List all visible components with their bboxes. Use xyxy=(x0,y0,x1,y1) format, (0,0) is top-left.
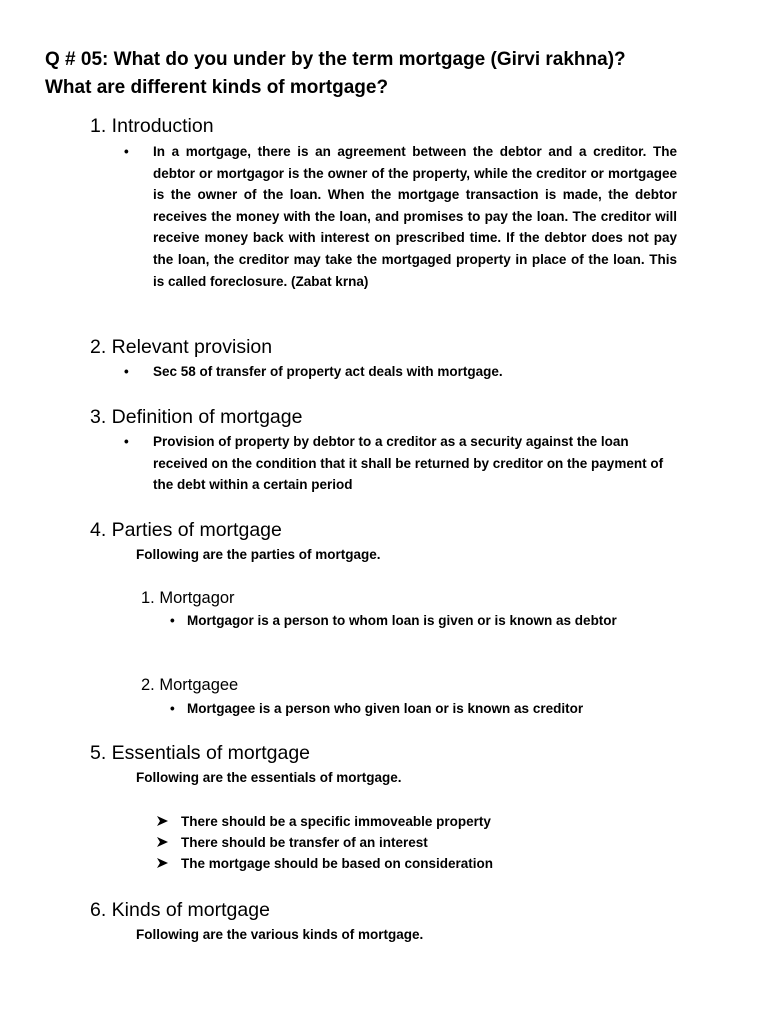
section-heading-definition: 3. Definition of mortgage xyxy=(90,406,303,428)
kinds-lead-text: Following are the various kinds of mortgage. xyxy=(136,927,424,942)
essential-item-text: There should be a specific immoveable property xyxy=(181,814,491,829)
sub-heading-mortgagor: 1. Mortgagor xyxy=(141,589,235,607)
question-title xyxy=(45,46,735,102)
essential-item-text: There should be transfer of an interest xyxy=(181,835,428,850)
list-item xyxy=(157,853,717,874)
mortgagor-text: Mortgagor is a person to whom loan is given or is known as debtor xyxy=(187,613,617,628)
arrow-bullet-icon xyxy=(157,837,168,847)
sub-heading-mortgagee: 2. Mortgagee xyxy=(141,676,239,694)
provision-text: Sec 58 of transfer of property act deals with mortgage. xyxy=(153,364,503,379)
list-item xyxy=(157,832,717,853)
introduction-text: In a mortgage, there is an agreement between the debtor and a creditor. The debtor or mortgagor is the owner of the property, while the creditor or mortgagee is the owner of the loan. When the mortgage transaction is made, the debtor receives the money with the loan, and promises to pay the loan. The creditor will receive money back with interest on prescribed time. If the debtor does not pay the loan, the creditor may take the mortgaged property in place of the loan. This is called foreclosure. (Zabat krna) xyxy=(153,144,677,289)
essentials-lead-text: Following are the essentials of mortgage. xyxy=(136,770,402,785)
bullet-icon: • xyxy=(124,364,129,379)
bullet-icon: • xyxy=(170,613,175,628)
bullet-icon: • xyxy=(124,144,129,159)
section-heading-parties: 4. Parties of mortgage xyxy=(90,519,282,541)
section-heading-provision: 2. Relevant provision xyxy=(90,336,273,358)
section-heading-kinds: 6. Kinds of mortgage xyxy=(90,899,270,921)
arrow-bullet-icon xyxy=(157,858,168,868)
arrow-bullet-icon xyxy=(157,816,168,826)
list-item xyxy=(157,811,717,832)
parties-lead-text: Following are the parties of mortgage. xyxy=(136,547,381,562)
mortgagee-text: Mortgagee is a person who given loan or is known as creditor xyxy=(187,701,584,716)
section-heading-introduction: 1. Introduction xyxy=(90,115,214,137)
section-heading-essentials: 5. Essentials of mortgage xyxy=(90,742,311,764)
essential-item-text: The mortgage should be based on consideration xyxy=(181,856,494,871)
bullet-icon: • xyxy=(170,701,175,716)
question-line-2: What are different kinds of mortgage? xyxy=(45,77,389,98)
definition-text: Provision of property by debtor to a creditor as a security against the loan received on the condition that it shall be returned by creditor on the payment of the debt within a certain period xyxy=(153,434,664,493)
question-line-1: Q # 05: What do you under by the term mortgage (Girvi rakhna)? xyxy=(45,49,626,70)
bullet-icon: • xyxy=(124,434,129,449)
